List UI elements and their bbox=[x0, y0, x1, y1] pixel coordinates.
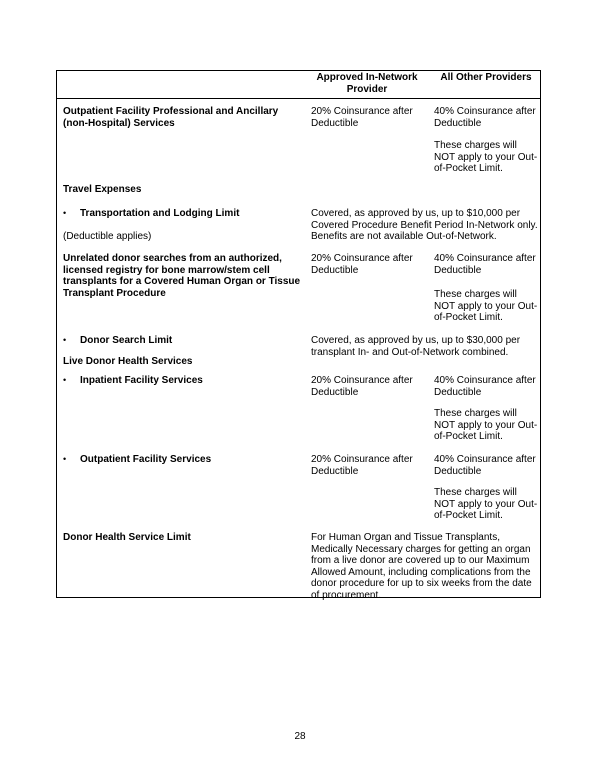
column-header-all-other: All Other Providers bbox=[440, 72, 532, 83]
row-label-transportation: Transportation and Lodging Limit bbox=[80, 208, 240, 219]
deductible-note: (Deductible applies) bbox=[63, 231, 152, 242]
other-inpatient-facility: 40% Coinsurance after Deductible bbox=[434, 375, 536, 398]
in-network-donor-searches: 20% Coinsurance after Deductible bbox=[311, 253, 413, 276]
column-header-in-network: Approved In-Network Provider bbox=[316, 72, 418, 95]
other-donor-searches: 40% Coinsurance after Deductible bbox=[434, 253, 536, 276]
in-network-outpatient-facility: 20% Coinsurance after Deductible bbox=[311, 454, 413, 477]
section-heading-travel: Travel Expenses bbox=[63, 184, 142, 195]
in-network-outpatient-professional: 20% Coinsurance after Deductible bbox=[311, 106, 413, 129]
bullet-icon: • bbox=[63, 208, 67, 218]
bullet-icon: • bbox=[63, 375, 67, 385]
bullet-icon: • bbox=[63, 454, 67, 464]
coverage-transportation: Covered, as approved by us, up to $10,000 per Covered Procedure Benefit Period In-Network only. Benefits are not available Out-of-Network. bbox=[311, 208, 538, 242]
section-heading-live-donor: Live Donor Health Services bbox=[63, 356, 193, 367]
page-number: 28 bbox=[294, 731, 306, 742]
row-label-donor-health-limit: Donor Health Service Limit bbox=[63, 532, 191, 543]
coverage-donor-search-limit: Covered, as approved by us, up to $30,000 per transplant In- and Out-of-Network combined. bbox=[311, 335, 521, 358]
bullet-icon: • bbox=[63, 335, 67, 345]
oop-note-inpatient-facility: These charges will NOT apply to your Out- of-Pocket Limit. bbox=[434, 408, 538, 442]
oop-note-outpatient-professional: These charges will NOT apply to your Out- of-Pocket Limit. bbox=[434, 140, 538, 174]
oop-note-outpatient-facility: These charges will NOT apply to your Out- of-Pocket Limit. bbox=[434, 487, 538, 521]
oop-note-donor-searches: These charges will NOT apply to your Out- of-Pocket Limit. bbox=[434, 289, 538, 323]
other-outpatient-professional: 40% Coinsurance after Deductible bbox=[434, 106, 536, 129]
row-label-outpatient-facility: Outpatient Facility Services bbox=[80, 454, 212, 465]
header-divider bbox=[56, 98, 541, 99]
other-outpatient-facility: 40% Coinsurance after Deductible bbox=[434, 454, 536, 477]
coverage-donor-health-limit: For Human Organ and Tissue Transplants, Medically Necessary charges for getting an organ from a live donor are covered up to our Maximum Allowed Amount, including complications from the donor procedure for up to six weeks from the date of procurement. bbox=[311, 532, 532, 601]
row-label-donor-search-limit: Donor Search Limit bbox=[80, 335, 173, 346]
row-label-donor-searches: Unrelated donor searches from an authorized, licensed registry for bone marrow/stem cell transplants for a Covered Human Organ or Tissue Transplant Procedure bbox=[63, 253, 301, 299]
row-label-inpatient-facility: Inpatient Facility Services bbox=[80, 375, 203, 386]
row-label-outpatient-professional: Outpatient Facility Professional and Ancillary (non-Hospital) Services bbox=[63, 106, 279, 129]
in-network-inpatient-facility: 20% Coinsurance after Deductible bbox=[311, 375, 413, 398]
